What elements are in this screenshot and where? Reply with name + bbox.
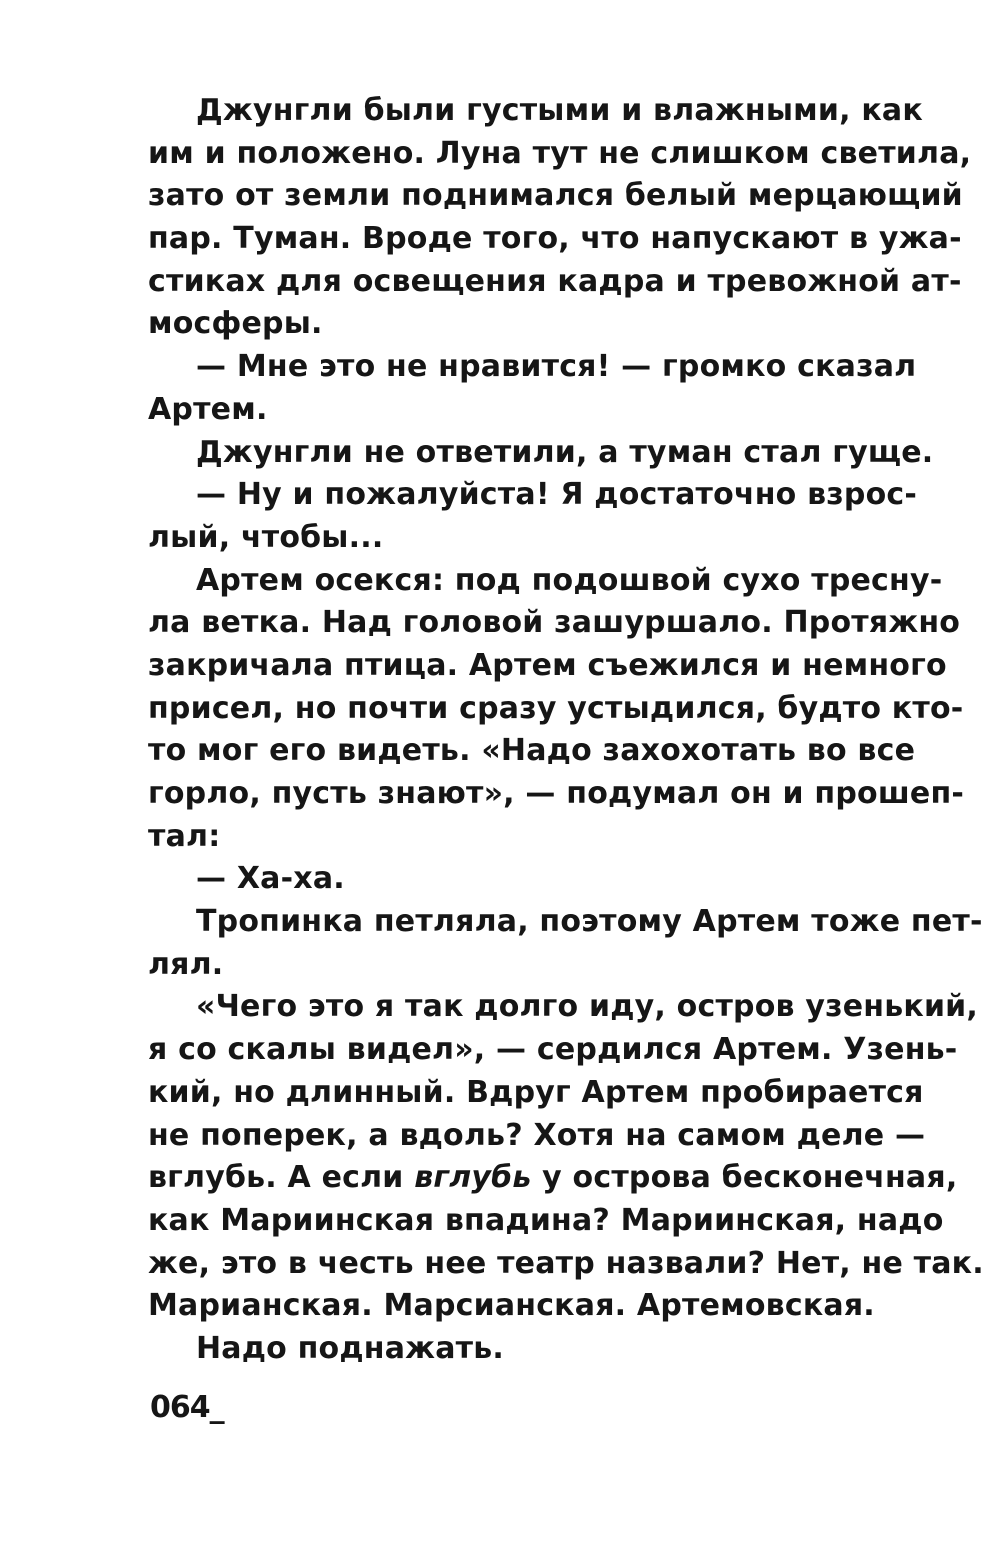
text-line: Марианская. Марсианская. Артемовская. bbox=[148, 1288, 875, 1324]
text-fragment: у острова бесконечная, bbox=[531, 1160, 958, 1196]
text-line: лял. bbox=[148, 946, 224, 982]
text-line: же, это в честь нее театр назвали? Нет, не так. bbox=[148, 1245, 984, 1281]
text-line: Тропинка петляла, поэтому Артем тоже пет- bbox=[196, 904, 983, 940]
text-line: тал: bbox=[148, 818, 221, 854]
text-line: Надо поднажать. bbox=[196, 1330, 505, 1366]
text-line: я со скалы видел», — сердился Артем. Узень- bbox=[148, 1032, 958, 1068]
text-line: им и положено. Луна тут не слишком светила, bbox=[148, 135, 972, 171]
text-line: не поперек, а вдоль? Хотя на самом деле — bbox=[148, 1117, 926, 1153]
text-line: стиках для освещения кадра и тревожной ат- bbox=[148, 263, 962, 299]
text-line: зато от земли поднимался белый мерцающий bbox=[148, 178, 963, 214]
page-number: 064_ bbox=[150, 1390, 224, 1425]
text-line: Джунгли были густыми и влажными, как bbox=[196, 93, 923, 128]
text-line: кий, но длинный. Вдруг Артем пробирается bbox=[148, 1074, 924, 1110]
text-line: «Чего это я так долго иду, остров узенький, bbox=[196, 989, 978, 1025]
body-text bbox=[148, 90, 984, 1371]
text-line: — Мне это не нравится! — громко сказал bbox=[196, 349, 917, 385]
text-line: — Ха-ха. bbox=[196, 861, 345, 897]
text-line bbox=[148, 1157, 958, 1200]
text-line: ла ветка. Над головой зашуршало. Протяжно bbox=[148, 605, 961, 641]
text-line: пар. Туман. Вроде того, что напускают в ужа- bbox=[148, 221, 962, 257]
text-line: — Ну и пожалуйста! Я достаточно взрос- bbox=[196, 477, 918, 513]
text-line: то мог его видеть. «Надо захохотать во все bbox=[148, 733, 916, 769]
italic-word: вглубь bbox=[414, 1160, 532, 1196]
text-line: мосферы. bbox=[148, 306, 323, 342]
text-fragment: вглубь. А если bbox=[148, 1160, 415, 1196]
text-line: Артем. bbox=[148, 391, 268, 427]
text-line: Джунгли не ответили, а туман стал гуще. bbox=[196, 434, 934, 470]
text-line: лый, чтобы... bbox=[148, 519, 384, 555]
text-line: присел, но почти сразу устыдился, будто кто- bbox=[148, 690, 964, 726]
text-line: горло, пусть знают», — подумал он и прошеп- bbox=[148, 776, 965, 811]
text-line: как Мариинская впадина? Мариинская, надо bbox=[148, 1202, 944, 1238]
text-line: закричала птица. Артем съежился и немного bbox=[148, 647, 947, 683]
text-line: Артем осекся: под подошвой сухо тресну- bbox=[196, 562, 943, 598]
